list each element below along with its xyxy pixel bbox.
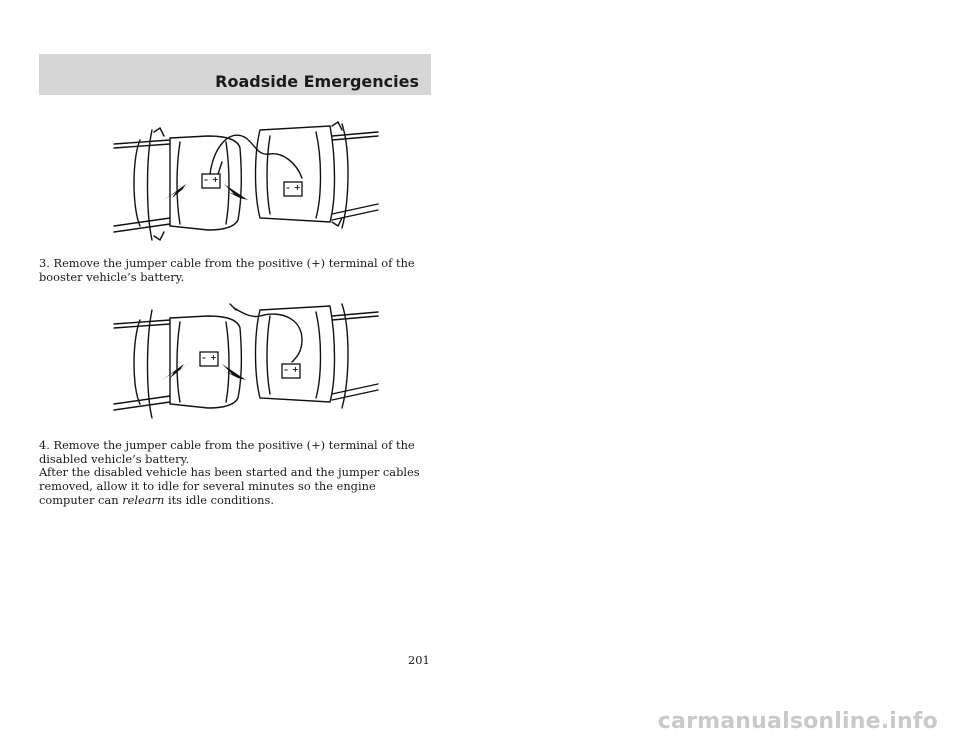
svg-text:+: + (212, 175, 219, 184)
svg-text:+: + (210, 353, 217, 362)
step-4-text: 4. Remove the jumper cable from the positive (+) terminal of the disabled vehicle’s battery. (39, 438, 415, 466)
spark-icon (164, 180, 194, 200)
svg-text:+: + (292, 365, 299, 374)
svg-text:+: + (294, 183, 301, 192)
svg-text:–: – (204, 175, 208, 184)
disabled-vehicle (256, 122, 379, 228)
jumper-cable-diagram-2 (110, 300, 390, 424)
svg-text:–: – (202, 353, 206, 362)
disabled-vehicle (256, 304, 379, 408)
booster-vehicle (114, 128, 241, 240)
svg-text:–: – (284, 365, 288, 374)
step-3-text: 3. Remove the jumper cable from the positive (+) terminal of the booster vehicle’s battery. (39, 256, 415, 284)
jumper-cable-diagram-1 (110, 118, 390, 246)
svg-text:–: – (286, 183, 290, 192)
section-title: Roadside Emergencies (215, 72, 419, 91)
after-start-text: After the disabled vehicle has been started and the jumper cables removed, allow it to idle for several minutes so the engine computer can relearn its idle conditions. (39, 465, 420, 507)
header-band (39, 54, 431, 95)
booster-vehicle (114, 310, 241, 418)
relearn-emphasis: relearn (122, 493, 165, 507)
spark-icon (222, 364, 254, 386)
watermark: carmanualsonline.info (657, 709, 938, 734)
page-number: 201 (408, 653, 430, 667)
